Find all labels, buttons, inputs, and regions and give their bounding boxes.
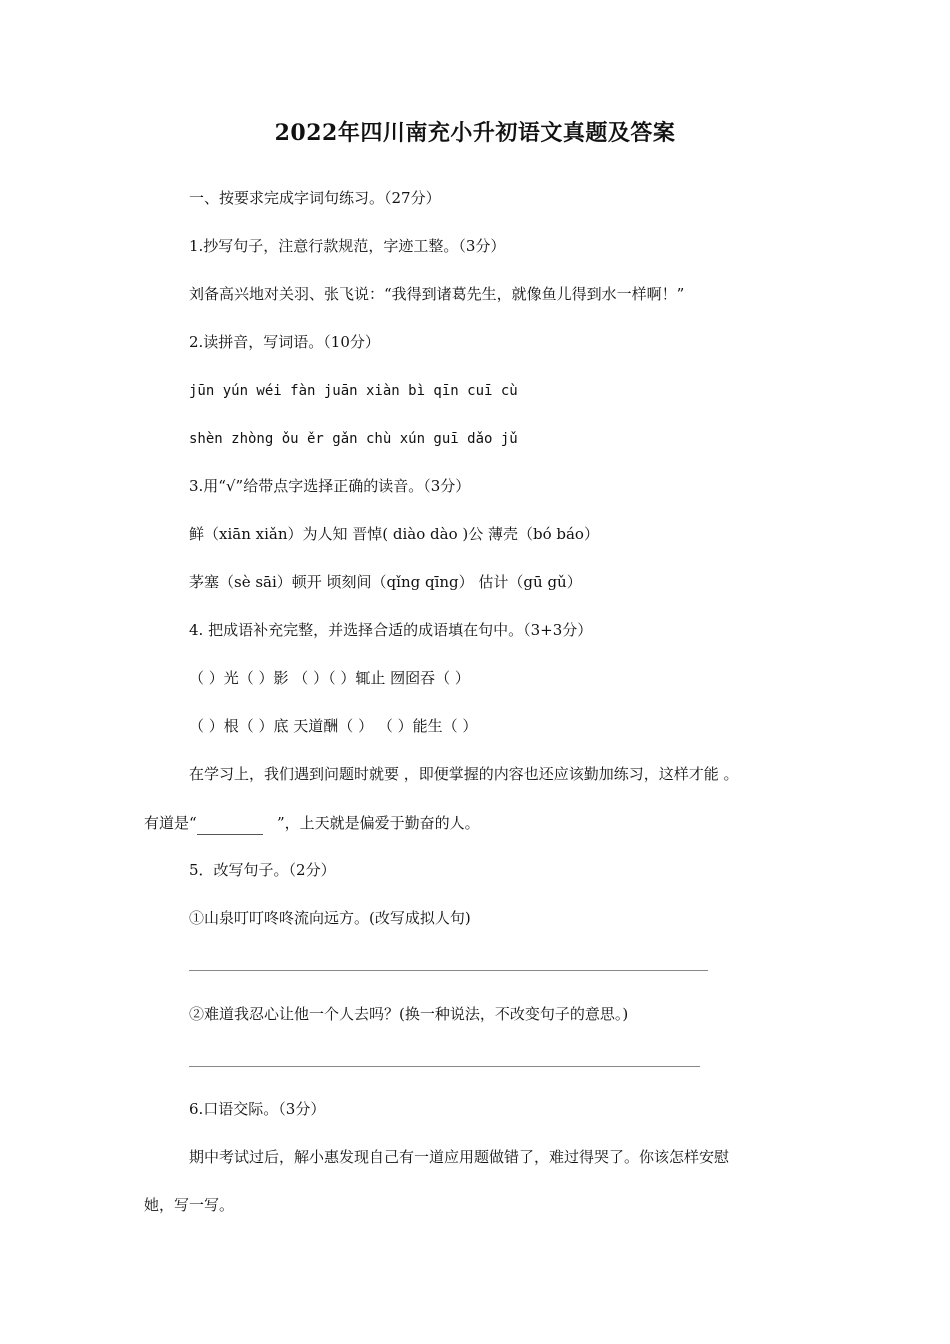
- question-1-sentence: 刘备高兴地对关羽、张飞说：“我得到诸葛先生，就像鱼儿得到水一样啊！”: [189, 285, 685, 303]
- idiom-paragraph: 在学习上，我们遇到问题时就要 ，即便掌握的内容也还应该勤加练习，这样才能 。: [189, 765, 739, 783]
- answer-blank[interactable]: [197, 812, 263, 835]
- question-6-prompt-continued: 她，写一写。: [144, 1196, 235, 1214]
- question-6-prompt: 期中考试过后，解小惠发现自己有一道应用题做错了，难过得哭了。你该怎样安慰: [189, 1148, 730, 1166]
- idiom-row-1: （ ）光（ ）影 （ ）（ ）辄止 囫囵吞（ ）: [189, 669, 470, 687]
- question-5-part-1: ①山泉叮叮咚咚流向远方。(改写成拟人句): [189, 909, 471, 927]
- question-1: 1.抄写句子，注意行款规范，字迹工整。（3分）: [189, 237, 506, 255]
- idiom-row-2: （ ）根（ ）底 天道酬（ ） （ ）能生（ ）: [189, 717, 478, 735]
- question-6: 6.口语交际。（3分）: [189, 1100, 326, 1118]
- question-3: 3.用“√”给带点字选择正确的读音。（3分）: [189, 477, 471, 495]
- paragraph-text-end: ”，上天就是偏爱于勤奋的人。: [276, 814, 480, 832]
- pinyin-row-1: jūn yún wéi fàn juān xiàn bì qīn cuī cù: [189, 383, 518, 399]
- pinyin-row-2: shèn zhòng ǒu ěr gǎn chù xún guī dǎo jǔ: [189, 431, 518, 447]
- answer-line-1[interactable]: [189, 970, 708, 971]
- document-title: 2022年四川南充小升初语文真题及答案: [274, 120, 676, 146]
- answer-line-2[interactable]: [189, 1066, 700, 1067]
- reading-row-1: 鲜（xiān xiǎn）为人知 晋悼( diào dào )公 薄壳（bó báo）: [189, 525, 599, 543]
- question-5-part-2: ②难道我忍心让他一个人去吗？(换一种说法，不改变句子的意思。): [189, 1005, 629, 1023]
- idiom-paragraph-continued: [144, 812, 480, 835]
- section-heading: 一、按要求完成字词句练习。（27分）: [189, 189, 441, 207]
- question-5: 5．改写句子。（2分）: [189, 861, 336, 879]
- paragraph-text-start: 有道是“: [144, 814, 197, 832]
- question-4: 4. 把成语补充完整，并选择合适的成语填在句中。（3+3分）: [189, 621, 593, 639]
- question-2: 2.读拼音，写词语。（10分）: [189, 333, 380, 351]
- reading-row-2: 茅塞（sè sāi）顿开 顷刻间（qǐng qīng） 估计（gū gǔ）: [189, 573, 582, 591]
